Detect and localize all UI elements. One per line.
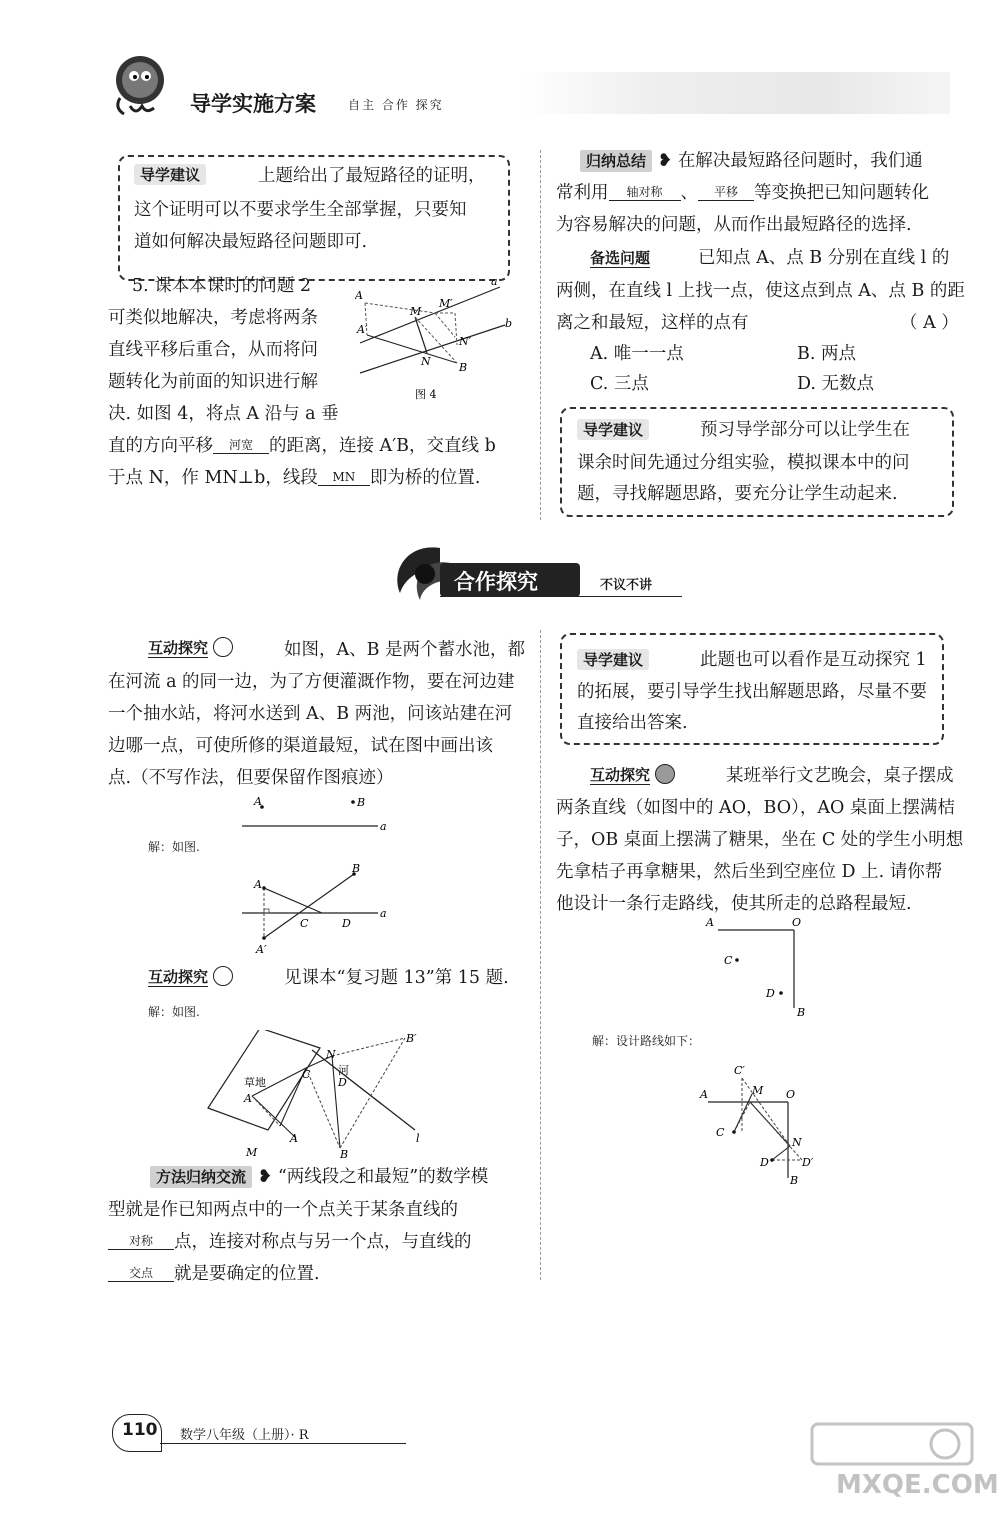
mascot-logo [100,48,175,123]
e3s-label-c-prime: C′ [734,1064,745,1077]
fig4-label-line-a: a [491,275,498,288]
explore2-label-wrap [148,966,233,987]
e2-label-l: l [416,1132,420,1145]
explore3-line3: 子，OB 桌面上摆满了糖果，坐在 C 处的学生小明想 [556,830,964,850]
e1-label-line-a: a [380,820,387,833]
q5-line1: 5. 课本本课时的问题 2 [132,276,311,296]
explore1-label: 互动探究 [148,639,209,657]
e3s-label-n: N [792,1136,802,1149]
summary-line2-pre: 常利用 [556,183,609,203]
right-tip-line3: 题，寻找解题思路，要充分让学生动起来. [577,484,898,504]
summary-sep: 、 [680,183,698,203]
e2-label-b: B [340,1148,349,1160]
summary-label: 归纳总结 [580,150,652,172]
column-divider-bottom [540,630,541,1280]
explore2-label: 互动探究 [148,968,209,986]
method-line3 [108,1226,472,1259]
e3s-label-m: M [752,1084,764,1097]
e2-label-n: N [326,1048,336,1061]
fig4-label-n: N [421,355,431,368]
e3s-label-c: C [716,1126,725,1139]
e1s-label-a-prime: A′ [256,943,267,956]
method-text1: “两线段之和最短”的数学模 [277,1167,489,1187]
e2-label-grass: 草地 [244,1076,266,1089]
explore2-solution: 解：如图. [148,1005,200,1019]
q5-line6 [108,430,496,463]
q5-line5: 决. 如图 4，将点 A 沿与 a 垂 [108,404,339,424]
method-line2: 型就是作已知两点中的一个点关于某条直线的 [108,1200,458,1220]
column-divider-top [540,150,541,520]
explore3-line4: 先拿桔子再拿糖果，然后坐到空座位 D 上. 请你帮 [556,862,943,882]
fig4-label-b: B [459,361,468,374]
explore3-line1: 某班举行文艺晚会，桌子摆成 [726,766,954,786]
explore1-line5: 点.（不写作法，但要保留作图痕迹） [108,768,394,788]
section-underline [440,596,682,597]
right-tip2-line2: 的拓展，要引导学生找出解题思路，尽量不要 [577,682,927,702]
q5-line6-post: 的距离，连接 A′B，交直线 b [269,436,496,456]
q5-blank-mn: MN [318,469,370,486]
method-line4 [108,1258,320,1291]
summary-line1 [580,145,923,178]
backup-line3: 离之和最短，这样的点有 [556,313,749,333]
e2-label-c: C [302,1068,311,1081]
explore3-label: 互动探究 [590,766,651,784]
fig4-label-line-b: b [505,317,513,330]
explore3-line2: 两条直线（如图中的 AO，BO），AO 桌面上摆满桔 [556,798,955,818]
e1-label-b: B [357,796,366,809]
e3-label-c: C [724,954,733,967]
right-tip2-label: 导学建议 [577,649,649,670]
e2-label-b-prime: B′ [406,1032,417,1045]
method-line4-post: 就是要确定的位置. [174,1264,320,1284]
method-label: 方法归纳交流 [150,1166,252,1188]
left-tip-line2: 这个证明可以不要求学生全部掌握，只要知 [134,200,467,220]
e2-label-d: D [338,1076,347,1089]
backup-option-b: B. 两点 [797,344,856,364]
explore1-solution: 解：如图. [148,840,200,854]
q5-line2: 可类似地解决，考虑将两条 [108,308,318,328]
summary-line2-post: 等变换把已知问题转化 [754,183,929,203]
summary-blank-translation: 平移 [698,184,754,201]
e3s-label-b: B [790,1174,799,1187]
header-title: 导学实施方案 [190,92,316,116]
q5-line7-post: 即为桥的位置. [369,468,481,488]
right-tip2-line3: 直接给出答案. [577,713,688,733]
explore1-line3: 一个抽水站，将河水送到 A、B 两池，问该站建在河 [108,704,513,724]
fig4-label-a: A [355,289,363,302]
q5-blank-river-width: 河宽 [213,437,269,454]
right-tip-line2: 课余时间先通过分组实验，模拟课本中的问 [577,453,910,473]
footer-rule [160,1443,406,1444]
e1s-label-c: C [300,917,309,930]
q5-line7 [108,462,480,495]
fig4-label-m-prime: M′ [439,297,453,310]
backup-option-c: C. 三点 [590,374,649,394]
summary-arrow-icon: ❥ [652,151,678,171]
summary-blank-axis: 轴对称 [609,184,681,201]
footer-book: 数学八年级（上册）· R [180,1428,309,1443]
e2-label-m: M [246,1146,258,1159]
e2-label-a2: A [290,1132,298,1145]
right-tip-line1: 预习导学部分可以让学生在 [700,420,910,440]
backup-line1: 已知点 A、点 B 分别在直线 l 的 [698,248,950,268]
header-banner [520,72,950,114]
left-tip-line1: 上题给出了最短路径的证明， [258,166,486,186]
left-tip-label: 导学建议 [134,164,206,185]
left-tip-line3: 道如何解决最短路径问题即可. [134,232,368,252]
explore3-solution-figure [694,1058,834,1188]
e2-label-a: A [244,1092,252,1105]
fig4-caption: 图 4 [415,388,437,401]
backup-answer: （ A ） [900,313,959,333]
header-subtitle: 自主 合作 探究 [348,98,444,112]
method-line3-post: 点，连接对称点与另一个点，与直线的 [174,1232,472,1252]
section-subtitle: 不议不讲 [600,578,653,593]
watermark-text: MXQE.COM [836,1470,999,1500]
method-arrow-icon: ❥ [252,1167,278,1187]
explore1-line1: 如图，A、B 是两个蓄水池，都 [284,640,526,660]
e3-label-d: D [766,987,775,1000]
explore2-figure [200,1030,440,1160]
method-blank-intersection: 交点 [108,1265,174,1282]
e1-label-a: A [254,795,262,808]
fig4-label-a-prime: A′ [357,323,368,336]
e3-label-o: O [792,916,802,929]
e3-label-a: A [706,916,714,929]
explore1-solution-figure [236,860,396,960]
e2-label-river: 河 [338,1064,349,1077]
explore3-figure [700,910,820,1020]
summary-line2 [556,177,929,210]
figure-4 [355,275,525,410]
method-blank-symmetric: 对称 [108,1233,174,1250]
fig4-label-m: M [410,305,422,318]
backup-label-wrap [590,247,650,268]
e1s-label-d: D [342,917,351,930]
e3s-label-a: A [700,1088,708,1101]
q5-line7-pre: 于点 N，作 MN⊥b，线段 [108,468,318,488]
backup-option-d: D. 无数点 [797,374,875,394]
explore2-circle-icon [213,966,233,986]
explore1-line2: 在河流 a 的同一边，为了方便灌溉作物，要在河边建 [108,672,515,692]
explore1-circle-icon [213,637,233,657]
e3s-label-o: O [786,1088,796,1101]
right-tip-label: 导学建议 [577,419,649,440]
explore3-label-wrap [590,764,675,785]
explore2-text: 见课本“复习题 13”第 15 题. [284,968,509,988]
backup-line2: 两侧，在直线 l 上找一点，使这点到点 A、点 B 的距 [556,281,965,301]
explore3-circle-icon [655,764,675,784]
e3s-label-d: D [760,1156,769,1169]
e3-label-b: B [797,1006,806,1019]
q5-line3: 直线平移后重合，从而将问 [108,340,318,360]
footer-page-number: 110 [122,1420,158,1440]
e1s-label-b: B [352,862,361,875]
explore3-line5: 他设计一条行走路线，使其所走的总路程最短. [556,894,912,914]
e1s-label-line-a: a [380,907,387,920]
summary-text1: 在解决最短路径问题时，我们通 [677,151,923,171]
e1s-label-a: A [254,878,262,891]
explore1-line4: 边哪一点，可使所修的渠道最短，试在图中画出该 [108,736,493,756]
method-line1 [150,1161,488,1194]
explore1-figure [236,790,396,840]
q5-line6-pre: 直的方向平移 [108,436,213,456]
right-tip2-line1: 此题也可以看作是互动探究 1 [700,650,927,670]
explore3-solution: 解：设计路线如下： [592,1034,701,1048]
backup-label: 备选问题 [590,249,651,267]
fig4-label-n-prime: N′ [459,335,472,348]
explore1-label-wrap [148,637,233,658]
summary-line3: 为容易解决的问题，从而作出最短路径的选择. [556,215,912,235]
backup-option-a: A. 唯一一点 [590,344,684,364]
q5-line4: 题转化为前面的知识进行解 [108,372,318,392]
e3s-label-d-prime: D′ [802,1156,814,1169]
section-title: 合作探究 [454,570,538,594]
